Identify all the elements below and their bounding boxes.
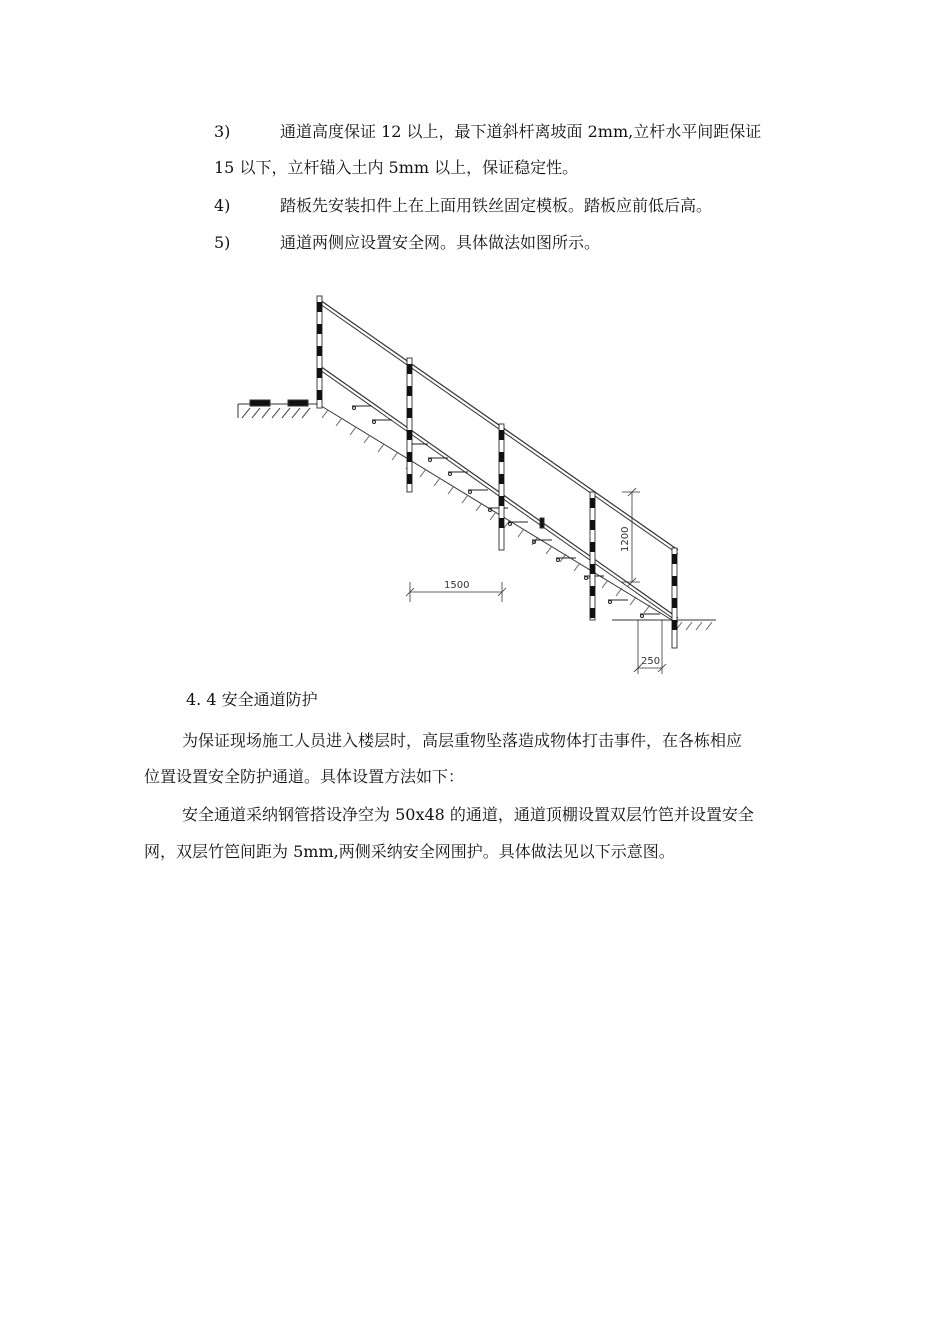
- item-3-text-line1: 通道高度保证 12 以上，最下道斜杆离坡面 2mm,立杆水平间距保证: [280, 122, 762, 141]
- landing-board: [250, 400, 270, 406]
- section-heading: 4. 4 安全通道防护: [186, 690, 318, 709]
- stair-treads: [352, 406, 660, 618]
- landing-hatch: [242, 408, 310, 418]
- clamp-fitting: [540, 518, 544, 528]
- post-4: [590, 492, 595, 620]
- slope-hatch: [322, 410, 650, 613]
- dim-label-1500: 1500: [444, 580, 470, 591]
- post-2: [407, 358, 412, 492]
- landing-board: [288, 400, 308, 406]
- railing-posts: [317, 296, 677, 648]
- paragraph-1-line1: 为保证现场施工人员进入楼层时，高层重物坠落造成物体打击事件，在各栋相应: [182, 731, 743, 750]
- bottom-hatch: [676, 622, 712, 630]
- post-1: [317, 296, 322, 408]
- paragraph-2-line1: 安全通道采纳钢管搭设净空为 50x48 的通道，通道顶棚设置双层竹笆并设置安全: [182, 805, 754, 824]
- item-3-text-line2: 15 以下，立杆锚入土内 5mm 以上，保证稳定性。: [214, 158, 579, 177]
- dim-label-250: 250: [641, 656, 661, 667]
- stair-railing-diagram: [232, 290, 732, 682]
- post-3: [499, 424, 504, 550]
- item-5-text: 通道两侧应设置安全网。具体做法如图所示。: [280, 233, 601, 252]
- item-4-text: 踏板先安装扣件上在上面用铁丝固定模板。踏板应前低后高。: [280, 196, 713, 215]
- item-4-number: 4): [214, 196, 231, 215]
- paragraph-2-line2: 网，双层竹笆间距为 5mm,两侧采纳安全网围护。具体做法见以下示意图。: [144, 842, 675, 861]
- slope-line: [318, 404, 672, 620]
- paragraph-1-line2: 位置设置安全防护通道。具体设置方法如下：: [144, 767, 465, 786]
- item-3-number: 3): [214, 122, 231, 141]
- item-5-number: 5): [214, 233, 231, 252]
- dim-label-1200: 1200: [620, 526, 631, 552]
- post-5: [672, 548, 677, 648]
